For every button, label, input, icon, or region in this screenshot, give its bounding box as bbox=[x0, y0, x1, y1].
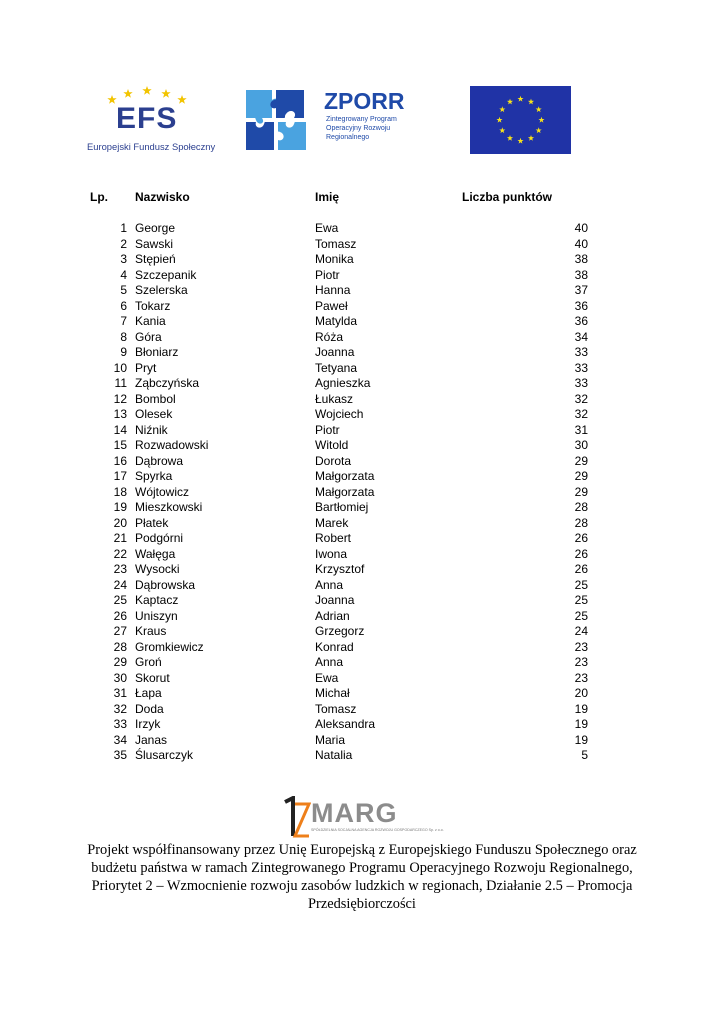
cell-points: 23 bbox=[574, 639, 588, 654]
cell-name: Małgorzata bbox=[315, 469, 375, 483]
zporr-logo-subtitle: Zintegrowany Program Operacyjny Rozwoju Regionalnego bbox=[326, 116, 397, 141]
cell-lp: 17 bbox=[113, 469, 127, 483]
marg-logo-subtitle: SPÓŁDZIELNIA SOCJALNA AGENCJA ROZWOJU GOSPODARCZEGO Sp. z o.o. bbox=[311, 828, 444, 832]
cell-surname: Uniszyn bbox=[135, 608, 178, 623]
table-row bbox=[90, 748, 588, 764]
cell-name: Natalia bbox=[315, 748, 353, 762]
cell-points: 24 bbox=[574, 624, 588, 638]
cell-name: Róża bbox=[315, 329, 344, 344]
table-row bbox=[90, 221, 588, 237]
table-row bbox=[90, 314, 588, 330]
cell-name: Adrian bbox=[315, 608, 350, 623]
table-row bbox=[90, 237, 588, 253]
cell-name: Joanna bbox=[315, 593, 355, 607]
cell-lp: 19 bbox=[113, 500, 127, 514]
cell-surname: Szelerska bbox=[135, 283, 188, 297]
efs-logo-caption: Europejski Fundusz Społeczny bbox=[87, 141, 216, 152]
cell-lp: 30 bbox=[113, 670, 127, 685]
cell-lp: 11 bbox=[114, 376, 127, 390]
cell-points: 34 bbox=[574, 329, 588, 344]
table-row bbox=[90, 500, 588, 516]
cell-lp: 27 bbox=[113, 624, 127, 638]
cell-surname: Góra bbox=[135, 329, 162, 344]
cell-surname: Wałęga bbox=[135, 546, 176, 561]
zporr-logo-title: ZPORR bbox=[324, 88, 405, 114]
table-row bbox=[90, 562, 588, 578]
cell-surname: Kania bbox=[135, 314, 166, 328]
cell-surname: Podgórni bbox=[135, 531, 184, 545]
cell-points: 25 bbox=[574, 593, 588, 607]
table-row bbox=[90, 531, 588, 547]
cell-name: Ewa bbox=[315, 221, 339, 235]
cell-lp: 9 bbox=[120, 345, 127, 359]
cell-points: 29 bbox=[574, 484, 588, 499]
header-name: Imię bbox=[315, 190, 340, 204]
table-row bbox=[90, 283, 588, 299]
cell-surname: Szczepanik bbox=[135, 267, 197, 282]
cell-lp: 23 bbox=[113, 562, 127, 576]
cell-points: 40 bbox=[574, 221, 588, 235]
cell-surname: Niźnik bbox=[135, 422, 168, 437]
cell-points: 25 bbox=[574, 577, 588, 592]
table-row bbox=[90, 392, 588, 408]
efs-logo-mark: EFS bbox=[116, 102, 178, 135]
header-points: Liczba punktów bbox=[462, 190, 552, 204]
cell-lp: 3 bbox=[120, 252, 127, 266]
cell-lp: 1 bbox=[120, 221, 127, 235]
cell-surname: Rozwadowski bbox=[135, 438, 209, 452]
cell-points: 30 bbox=[574, 438, 588, 452]
cell-points: 5 bbox=[581, 748, 588, 762]
cell-name: Michał bbox=[315, 686, 350, 700]
cell-surname: Wójtowicz bbox=[135, 484, 190, 499]
cell-name: Konrad bbox=[315, 639, 354, 654]
cell-name: Grzegorz bbox=[315, 624, 365, 638]
header-lp: Lp. bbox=[90, 190, 108, 204]
table-row bbox=[90, 686, 588, 702]
cell-lp: 18 bbox=[113, 484, 127, 499]
table-row bbox=[90, 578, 588, 594]
cell-points: 29 bbox=[574, 453, 588, 468]
cell-points: 26 bbox=[574, 546, 588, 561]
table-row bbox=[90, 252, 588, 268]
footer-note: Projekt współfinansowany przez Unię Europejską z Europejskiego Funduszu Społecznego oraz budżetu państwa w ramach Zintegrowanego Programu Operacyjnego Rozwoju Regionalnego, Priorytet 2 – Wzmocnienie rozwoju zasobów ludzkich w regionach, Działanie 2.5 – Promocja Przedsiębiorczości bbox=[87, 842, 637, 912]
table-row bbox=[90, 438, 588, 454]
table-header-row bbox=[90, 190, 588, 209]
cell-surname: Płatek bbox=[135, 515, 169, 530]
cell-points: 19 bbox=[574, 717, 588, 731]
cell-surname: Janas bbox=[135, 732, 168, 747]
cell-surname: Olesek bbox=[135, 407, 173, 421]
cell-points: 20 bbox=[574, 686, 588, 700]
cell-lp: 6 bbox=[120, 298, 127, 313]
cell-lp: 5 bbox=[120, 283, 127, 297]
cell-name: Tomasz bbox=[315, 701, 357, 716]
cell-lp: 33 bbox=[113, 717, 127, 731]
zporr-logo bbox=[244, 86, 414, 156]
cell-surname: Pryt bbox=[135, 360, 157, 375]
cell-lp: 12 bbox=[113, 391, 127, 406]
cell-surname: Dąbrowska bbox=[135, 577, 196, 592]
table-row bbox=[90, 485, 588, 501]
cell-lp: 10 bbox=[113, 360, 127, 375]
cell-name: Wojciech bbox=[315, 407, 364, 421]
cell-surname: Doda bbox=[135, 701, 164, 716]
cell-points: 33 bbox=[574, 360, 588, 375]
cell-points: 36 bbox=[574, 314, 588, 328]
table-row bbox=[90, 671, 588, 687]
cell-lp: 4 bbox=[120, 267, 127, 282]
marg-logo-text: MARG bbox=[311, 798, 398, 828]
table-row bbox=[90, 609, 588, 625]
cell-name: Anna bbox=[315, 655, 344, 669]
cell-name: Monika bbox=[315, 252, 354, 266]
cell-lp: 28 bbox=[113, 639, 127, 654]
puzzle-icon bbox=[244, 86, 308, 154]
table-row bbox=[90, 547, 588, 563]
cell-lp: 24 bbox=[113, 577, 127, 592]
cell-surname: Gromkiewicz bbox=[135, 639, 204, 654]
cell-name: Tetyana bbox=[315, 360, 358, 375]
cell-surname: Wysocki bbox=[135, 562, 180, 576]
cell-lp: 8 bbox=[120, 329, 127, 344]
cell-surname: Błoniarz bbox=[135, 345, 179, 359]
cell-name: Joanna bbox=[315, 345, 355, 359]
cell-surname: Stępień bbox=[135, 252, 176, 266]
cell-lp: 26 bbox=[113, 608, 127, 623]
cell-name: Bartłomiej bbox=[315, 500, 369, 514]
table-row bbox=[90, 454, 588, 470]
table-row bbox=[90, 330, 588, 346]
cell-lp: 21 bbox=[113, 531, 127, 545]
efs-logo bbox=[84, 86, 216, 156]
cell-name: Krzysztof bbox=[315, 562, 365, 576]
cell-name: Maria bbox=[315, 732, 346, 747]
cell-points: 38 bbox=[574, 267, 588, 282]
cell-lp: 29 bbox=[113, 655, 127, 669]
cell-name: Ewa bbox=[315, 670, 339, 685]
cell-name: Hanna bbox=[315, 283, 351, 297]
marg-mark-icon bbox=[281, 796, 311, 840]
cell-name: Piotr bbox=[315, 422, 340, 437]
cell-surname: Irzyk bbox=[135, 717, 161, 731]
cell-lp: 35 bbox=[113, 748, 127, 762]
cell-name: Marek bbox=[315, 515, 349, 530]
table-row bbox=[90, 733, 588, 749]
ranking-table bbox=[90, 190, 588, 764]
cell-points: 32 bbox=[574, 407, 588, 421]
cell-points: 32 bbox=[574, 391, 588, 406]
cell-name: Anna bbox=[315, 577, 344, 592]
cell-points: 29 bbox=[574, 469, 588, 483]
cell-lp: 34 bbox=[113, 732, 127, 747]
cell-lp: 20 bbox=[113, 515, 127, 530]
cell-points: 31 bbox=[574, 422, 588, 437]
cell-surname: Spyrka bbox=[135, 469, 173, 483]
cell-points: 26 bbox=[574, 531, 588, 545]
cell-points: 38 bbox=[574, 252, 588, 266]
cell-name: Tomasz bbox=[315, 236, 357, 251]
cell-name: Aleksandra bbox=[315, 717, 376, 731]
cell-name: Witold bbox=[315, 438, 349, 452]
table-row bbox=[90, 717, 588, 733]
table-row bbox=[90, 469, 588, 485]
cell-points: 25 bbox=[574, 608, 588, 623]
cell-name: Matylda bbox=[315, 314, 358, 328]
cell-points: 40 bbox=[574, 236, 588, 251]
cell-lp: 16 bbox=[113, 453, 127, 468]
cell-name: Łukasz bbox=[315, 391, 354, 406]
cell-points: 33 bbox=[574, 376, 588, 390]
cell-surname: Sawski bbox=[135, 236, 174, 251]
cell-lp: 15 bbox=[113, 438, 127, 452]
cell-surname: Dąbrowa bbox=[135, 453, 184, 468]
table-row bbox=[90, 407, 588, 423]
cell-surname: Mieszkowski bbox=[135, 500, 203, 514]
cell-name: Paweł bbox=[315, 298, 348, 313]
cell-lp: 13 bbox=[113, 407, 127, 421]
cell-points: 23 bbox=[574, 655, 588, 669]
cell-lp: 31 bbox=[113, 686, 127, 700]
table-row bbox=[90, 299, 588, 315]
cell-points: 23 bbox=[574, 670, 588, 685]
cell-name: Małgorzata bbox=[315, 484, 375, 499]
table-row bbox=[90, 640, 588, 656]
cell-points: 26 bbox=[574, 562, 588, 576]
cell-surname: Kraus bbox=[135, 624, 167, 638]
table-row bbox=[90, 702, 588, 718]
logo-header bbox=[0, 0, 724, 170]
table-row bbox=[90, 361, 588, 377]
cell-points: 19 bbox=[574, 701, 588, 716]
cell-lp: 2 bbox=[120, 236, 127, 251]
marg-logo bbox=[281, 796, 444, 842]
table-row bbox=[90, 345, 588, 361]
cell-points: 28 bbox=[574, 500, 588, 514]
cell-lp: 25 bbox=[113, 593, 127, 607]
cell-points: 28 bbox=[574, 515, 588, 530]
cell-points: 36 bbox=[574, 298, 588, 313]
table-row bbox=[90, 423, 588, 439]
table-row bbox=[90, 624, 588, 640]
cell-lp: 7 bbox=[120, 314, 127, 328]
cell-name: Agnieszka bbox=[315, 376, 371, 390]
table-row bbox=[90, 516, 588, 532]
table-row bbox=[90, 268, 588, 284]
cell-surname: Ząbczyńska bbox=[135, 376, 200, 390]
cell-name: Robert bbox=[315, 531, 352, 545]
cell-name: Piotr bbox=[315, 267, 340, 282]
cell-points: 33 bbox=[574, 345, 588, 359]
cell-surname: George bbox=[135, 221, 176, 235]
cell-surname: Kaptacz bbox=[135, 593, 179, 607]
cell-points: 37 bbox=[574, 283, 588, 297]
cell-name: Iwona bbox=[315, 546, 348, 561]
eu-flag-icon bbox=[470, 86, 571, 154]
cell-name: Dorota bbox=[315, 453, 352, 468]
cell-surname: Ślusarczyk bbox=[135, 748, 194, 762]
cell-surname: Skorut bbox=[135, 670, 170, 685]
table-row bbox=[90, 376, 588, 392]
cell-lp: 32 bbox=[113, 701, 127, 716]
table-row bbox=[90, 655, 588, 671]
cell-surname: Groń bbox=[135, 655, 162, 669]
cell-points: 19 bbox=[574, 732, 588, 747]
ranking-table-body bbox=[90, 221, 588, 764]
cell-lp: 14 bbox=[113, 422, 127, 437]
table-row bbox=[90, 593, 588, 609]
header-surname: Nazwisko bbox=[135, 190, 190, 204]
cell-surname: Łapa bbox=[135, 686, 162, 700]
cell-surname: Bombol bbox=[135, 391, 176, 406]
cell-lp: 22 bbox=[113, 546, 127, 561]
cell-surname: Tokarz bbox=[135, 298, 171, 313]
